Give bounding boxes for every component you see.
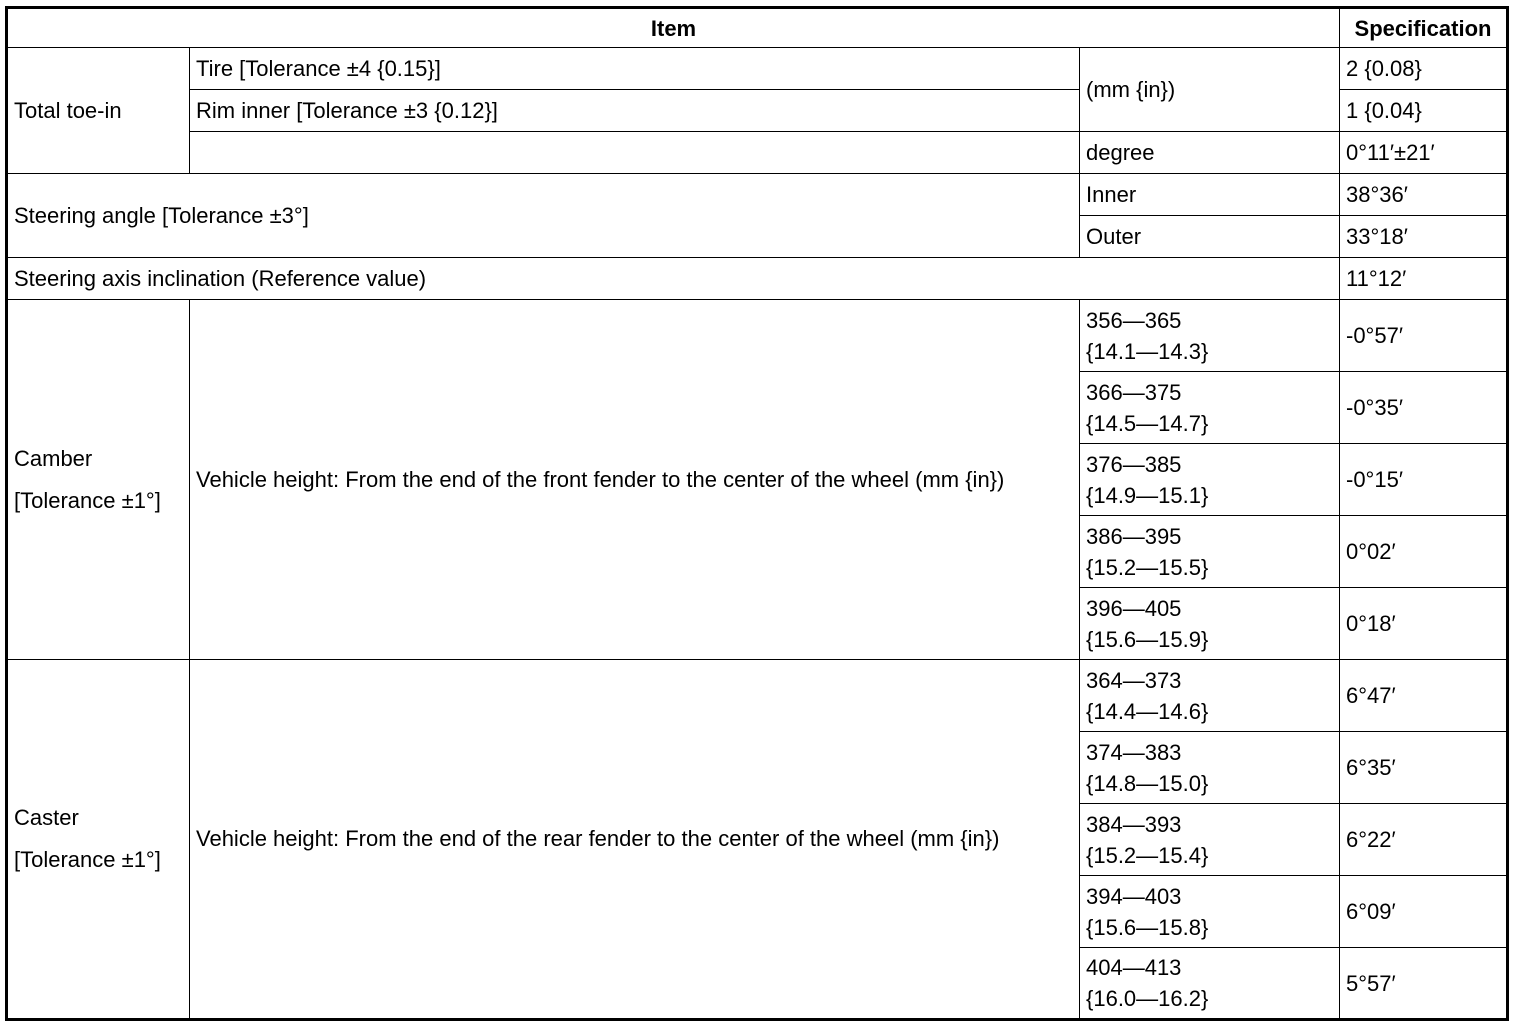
toe-in-rim-label: Rim inner [Tolerance ±3 {0.12}] (190, 90, 1080, 132)
steering-angle-label: Steering angle [Tolerance ±3°] (7, 174, 1080, 258)
camber-spec: 0°18′ (1340, 588, 1508, 660)
toe-in-rim-spec: 1 {0.04} (1340, 90, 1508, 132)
camber-range-in: {14.5—14.7} (1086, 410, 1209, 436)
toe-in-tire-spec: 2 {0.08} (1340, 48, 1508, 90)
steering-angle-inner-row (7, 174, 1508, 216)
caster-range-in: {14.8—15.0} (1086, 770, 1209, 796)
camber-range-in: {14.9—15.1} (1086, 482, 1209, 508)
caster-spec: 6°47′ (1340, 660, 1508, 732)
caster-spec: 6°22′ (1340, 804, 1508, 876)
axis-inclination-label: Steering axis inclination (Reference value) (7, 258, 1340, 300)
camber-tolerance: [Tolerance ±1°] (14, 487, 161, 513)
camber-spec: -0°57′ (1340, 300, 1508, 372)
steering-angle-inner: Inner (1080, 174, 1340, 216)
camber-range-mm: 396—405 (1086, 595, 1182, 621)
toe-in-degree-row (7, 132, 1508, 174)
caster-range-mm: 404—413 (1086, 955, 1182, 980)
caster-range-cell (1080, 660, 1340, 732)
caster-range-cell (1080, 804, 1340, 876)
caster-range-in: {16.0—16.2} (1086, 986, 1209, 1011)
camber-range-mm: 386—395 (1086, 523, 1182, 549)
axis-inclination-row (7, 258, 1508, 300)
camber-label: Camber (14, 445, 93, 471)
caster-range-in: {15.2—15.4} (1086, 842, 1209, 868)
toe-in-degree-spec: 0°11′±21′ (1340, 132, 1508, 174)
caster-spec: 6°09′ (1340, 876, 1508, 948)
camber-range-cell (1080, 516, 1340, 588)
caster-label: Caster (14, 805, 79, 830)
toe-in-unit-mm: (mm {in}) (1080, 48, 1340, 132)
toe-in-empty-cell (190, 132, 1080, 174)
camber-range-mm: 356—365 (1086, 307, 1182, 333)
caster-range-cell (1080, 948, 1340, 1020)
camber-label-cell (7, 300, 190, 660)
caster-range-cell (1080, 876, 1340, 948)
camber-spec: -0°15′ (1340, 444, 1508, 516)
camber-range-in: {15.6—15.9} (1086, 626, 1209, 652)
caster-range-cell (1080, 732, 1340, 804)
camber-range-cell (1080, 588, 1340, 660)
header-row (7, 8, 1508, 48)
steering-angle-inner-spec: 38°36′ (1340, 174, 1508, 216)
caster-range-in: {15.6—15.8} (1086, 914, 1209, 940)
specification-header: Specification (1340, 8, 1508, 48)
table-row (7, 300, 1508, 372)
table-row (7, 660, 1508, 732)
camber-spec: 0°02′ (1340, 516, 1508, 588)
caster-tolerance: [Tolerance ±1°] (14, 847, 161, 872)
toe-in-tire-label: Tire [Tolerance ±4 {0.15}] (190, 48, 1080, 90)
caster-range-mm: 384—393 (1086, 811, 1182, 837)
camber-range-mm: 366—375 (1086, 379, 1182, 405)
camber-range-cell (1080, 444, 1340, 516)
caster-range-mm: 394—403 (1086, 883, 1182, 909)
item-header: Item (7, 8, 1340, 48)
toe-in-unit-degree: degree (1080, 132, 1340, 174)
steering-angle-outer-spec: 33°18′ (1340, 216, 1508, 258)
camber-range-in: {15.2—15.5} (1086, 554, 1209, 580)
caster-spec: 6°35′ (1340, 732, 1508, 804)
toe-in-tire-row (7, 48, 1508, 90)
caster-label-cell (7, 660, 190, 1020)
camber-range-cell (1080, 300, 1340, 372)
camber-height-desc: Vehicle height: From the end of the front fender to the center of the wheel (mm {in}) (190, 300, 1080, 660)
caster-range-mm: 374—383 (1086, 739, 1182, 765)
caster-range-mm: 364—373 (1086, 667, 1182, 693)
steering-angle-outer: Outer (1080, 216, 1340, 258)
camber-spec: -0°35′ (1340, 372, 1508, 444)
camber-range-mm: 376—385 (1086, 451, 1182, 477)
camber-range-in: {14.1—14.3} (1086, 338, 1209, 364)
toe-in-label: Total toe-in (7, 48, 190, 174)
alignment-spec-table (5, 6, 1509, 1021)
caster-spec: 5°57′ (1340, 948, 1508, 1020)
caster-range-in: {14.4—14.6} (1086, 698, 1209, 724)
camber-range-cell (1080, 372, 1340, 444)
caster-height-desc: Vehicle height: From the end of the rear fender to the center of the wheel (mm {in}) (190, 660, 1080, 1020)
axis-inclination-spec: 11°12′ (1340, 258, 1508, 300)
